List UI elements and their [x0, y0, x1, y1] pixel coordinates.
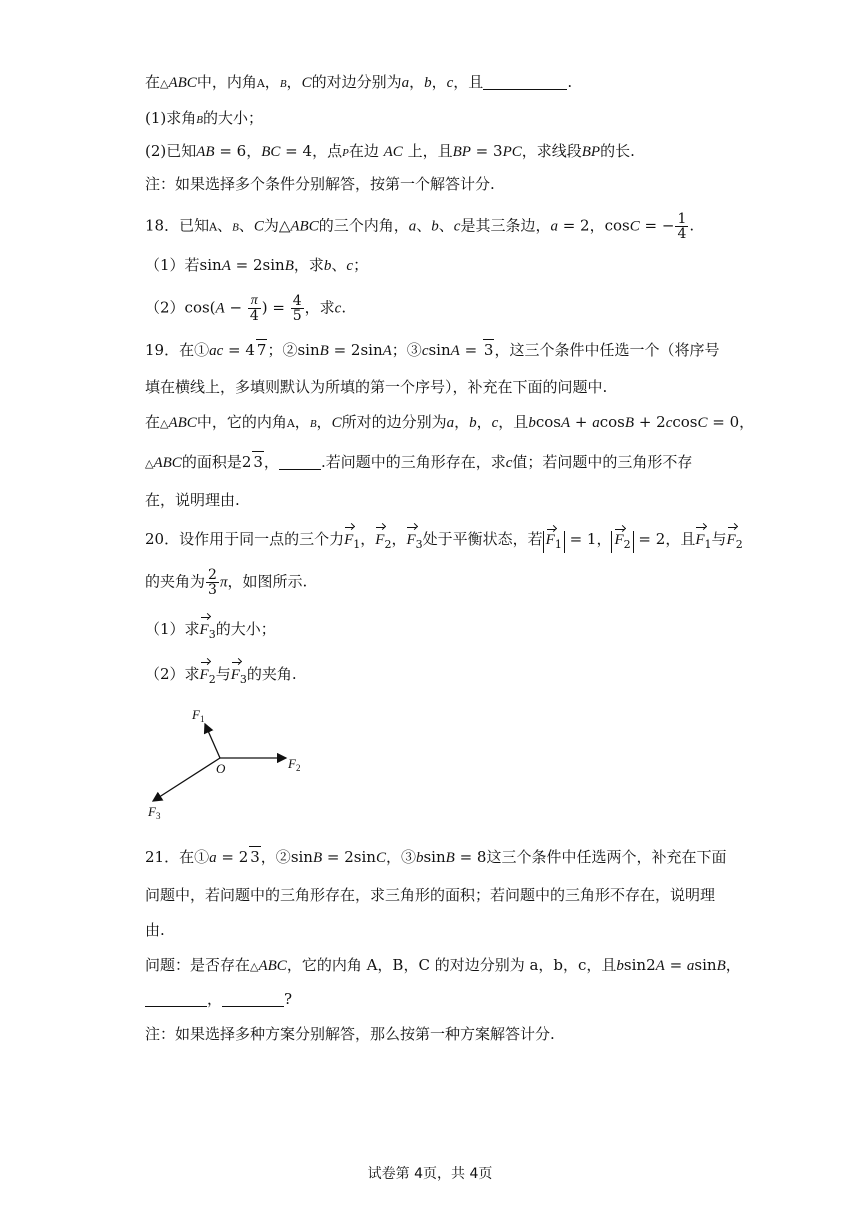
p21-line-3: 由.: [145, 921, 165, 939]
p21-note: 注：如果选择多种方案分别解答，那么按第一种方案解答计分.: [145, 1025, 555, 1043]
p21-line-4: 问题：是否存在△ABC，它的内角 A，B，C 的对边分别为 a，b，c，且bsin2A = asinB，: [145, 956, 741, 974]
force-F1-arrow: [205, 724, 220, 758]
p21-line-5: ， ?: [145, 989, 292, 1009]
p19-line-2: 填在横线上，多填则默认为所填的第一个序号），补充在下面的问题中.: [145, 378, 608, 396]
p17-question-2: (2)已知AB = 6，BC = 4，点P在边 AC 上，且BP = 3PC，求线段BP的长.: [145, 142, 635, 160]
p17-question-1: (1)求角B的大小；: [145, 109, 263, 127]
p19-line-4: △ABC的面积是2 3， .若问题中的三角形存在，求c值；若问题中的三角形不存: [145, 453, 693, 471]
force-diagram: [140, 700, 320, 825]
force-F3-arrow: [153, 758, 220, 801]
answer-blank: [222, 992, 284, 1007]
label-F2: $F_2$: [288, 756, 301, 773]
answer-blank: [145, 992, 207, 1007]
p17-note: 注：如果选择多个条件分别解答，按第一个解答计分.: [145, 175, 495, 193]
page-footer: 试卷第 4页，共 4页: [367, 1166, 493, 1182]
p20-question-1: （1）求$F_3$的大小；: [145, 620, 276, 641]
label-O: O: [216, 761, 226, 776]
answer-blank: [279, 455, 321, 470]
label-F1: $F_1$: [192, 707, 205, 724]
p18-question-2: （2）cos(A − $\frac{\pi}{4}$ ) = $\frac{4}{5}$ ，求c.: [145, 293, 347, 324]
answer-blank: [483, 75, 567, 90]
label-F3: $F_3$: [148, 804, 161, 821]
p21-conditions: 21．在①a = 2 3，②sinB = 2sinC，③bsinB = 8这三个条件中任选两个，补充在下面: [145, 848, 727, 866]
p20-question-2: （2）求$F_2$与$F_3$的夹角.: [145, 665, 297, 686]
p18-question-1: （1）若sinA = 2sinB，求b、c；: [145, 256, 369, 274]
p18-statement: 18．已知A、B、C为△ABC的三个内角，a、b、c是其三条边，a = 2，cosC = − $\frac{1}{4}$ .: [145, 211, 695, 242]
p19-line-3: 在△ABC中，它的内角A，B，C所对的边分别为a，b，c，且bcosA + acosB + 2ccosC = 0，: [145, 413, 755, 431]
p20-line-2: 的夹角为 $\frac{2}{3}$ π，如图所示.: [145, 567, 308, 598]
p19-conditions: 19．在①ac = 4 7；②sinB = 2sinA；③csinA = 3，这三个条件中任选一个（将序号: [145, 341, 720, 359]
p19-line-5: 在，说明理由.: [145, 491, 240, 509]
p21-line-2: 问题中，若问题中的三角形存在，求三角形的面积；若问题中的三角形不存在，说明理: [145, 886, 716, 904]
p20-statement: 20．设作用于同一点的三个力$F_1$，$F_2$，$F_3$处于平衡状态，若 $F_1 = 1$， $F_2 = 2$，且$F_1$与$F_2$: [145, 530, 743, 551]
p17-condition-line: 在△ABC中，内角A，B，C的对边分别为a，b，c，且 .: [145, 73, 573, 91]
